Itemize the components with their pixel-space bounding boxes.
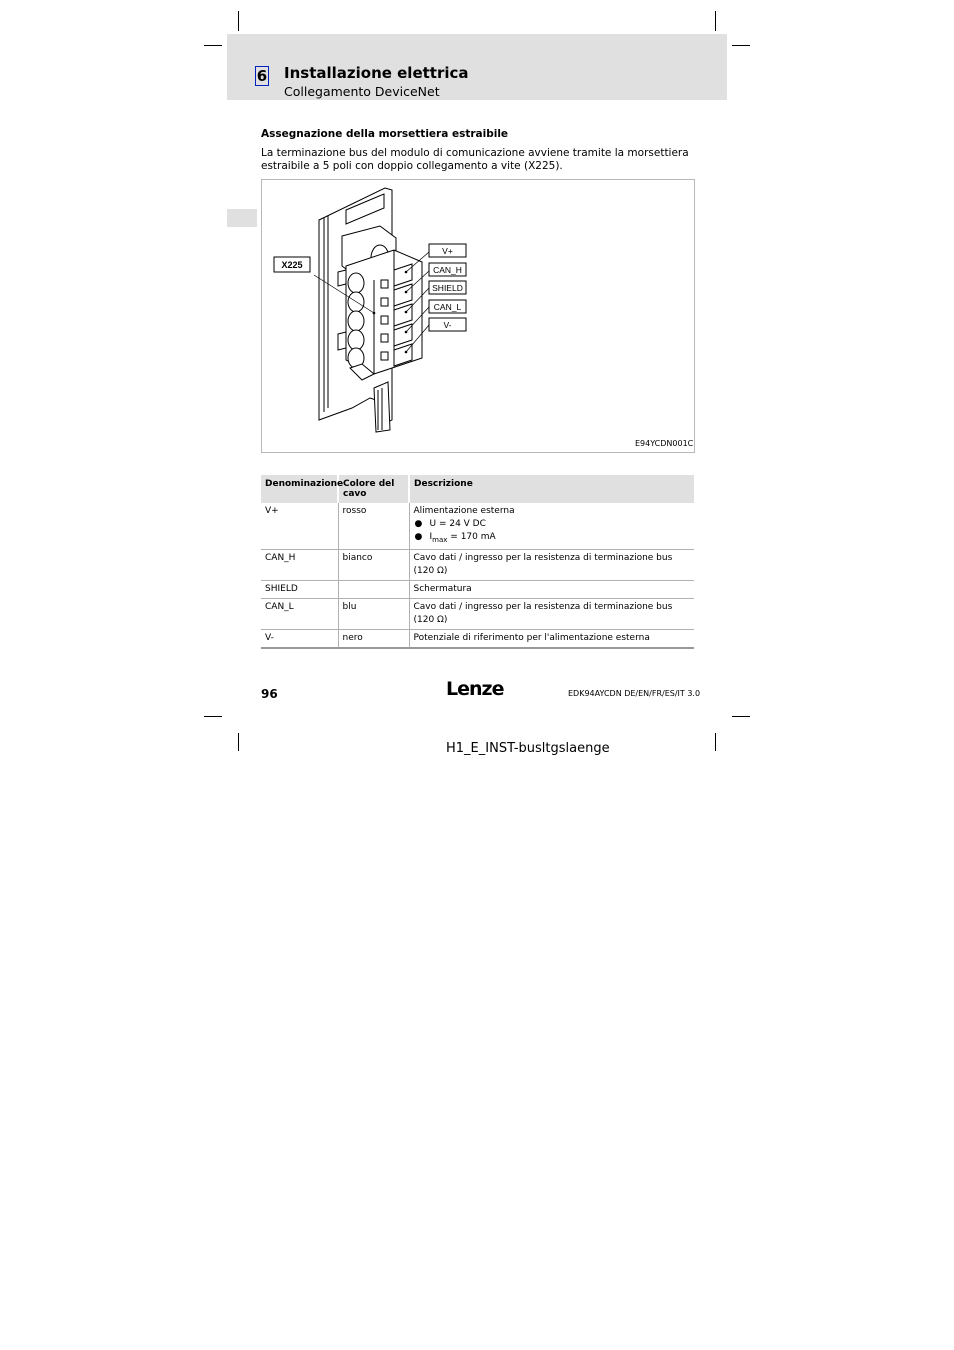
crop-mark [238,733,239,751]
table-row [261,580,694,598]
pin-label-can-h: CAN_H [433,265,462,275]
cell-description: Alimentazione esterna [413,506,515,516]
table-cell: Cavo dati / ingresso per la resistenza di terminazione bus (120 Ω) [409,598,694,629]
pin-label-v-minus: V- [443,320,452,330]
crop-mark [715,11,716,31]
bullet-subscript: max [432,535,448,544]
table-cell: nero [338,629,409,648]
table-row [261,549,694,580]
bullet-text: U = 24 V DC [429,519,486,529]
intro-paragraph: La terminazione bus del modulo di comunicazione avviene tramite la morsettiera estraibile a 5 poli con doppio collegamento a vite (X225). [261,147,689,172]
bullet-text: I [429,532,433,542]
side-thumb-tab [227,209,257,227]
table-cell: blu [338,598,409,629]
table-row [261,598,694,629]
table-cell: V- [261,629,338,648]
column-header: Descrizione [409,475,694,503]
crop-mark [204,45,222,46]
bullet-text: = 170 mA [450,532,496,542]
table-cell: Cavo dati / ingresso per la resistenza di terminazione bus (120 Ω) [409,549,694,580]
chapter-title: Installazione elettrica [284,64,469,82]
document-id: EDK94AYCDN DE/EN/FR/ES/IT 3.0 [568,689,701,698]
section-heading: Assegnazione della morsettiera estraibile [261,128,509,140]
crop-mark [715,733,716,751]
terminal-block-drawing [262,180,694,452]
table-cell: bianco [338,549,409,580]
chapter-number: 6 [256,67,268,85]
figure-code: E94YCDN001C [635,439,694,448]
table-cell: Potenziale di riferimento per l'alimentazione esterna [409,629,694,648]
file-name: H1_E_INST-busltgslaenge [446,741,610,756]
connector-figure [261,179,695,453]
table-cell: rosso [338,503,409,549]
bullet-item [414,531,691,547]
terminal-assignment-table [261,475,694,649]
column-header: Colore del cavo [338,475,409,503]
table-cell: CAN_L [261,598,338,629]
column-header: Denominazione [261,475,338,503]
pin-label-can-l: CAN_L [433,302,462,312]
lenze-logo: Lenze [446,678,504,700]
bullet-item [414,518,691,531]
x225-label: X225 [281,260,303,270]
table-cell: Schermatura [409,580,694,598]
table-row [261,629,694,648]
crop-mark [732,716,750,717]
page-number: 96 [261,687,278,701]
crop-mark [238,11,239,31]
bullet-dot: ● [414,532,423,542]
pin-label-shield: SHIELD [432,283,463,293]
table-cell: CAN_H [261,549,338,580]
chapter-subtitle: Collegamento DeviceNet [284,84,440,99]
table-cell [338,580,409,598]
table-cell: SHIELD [261,580,338,598]
table-row [261,503,694,549]
pin-label-v-plus: V+ [442,246,453,256]
crop-mark [204,716,222,717]
bullet-dot: ● [414,519,423,529]
table-cell: V+ [261,503,338,549]
crop-mark [732,45,750,46]
table-cell [409,503,694,549]
table-header-row [261,475,694,503]
